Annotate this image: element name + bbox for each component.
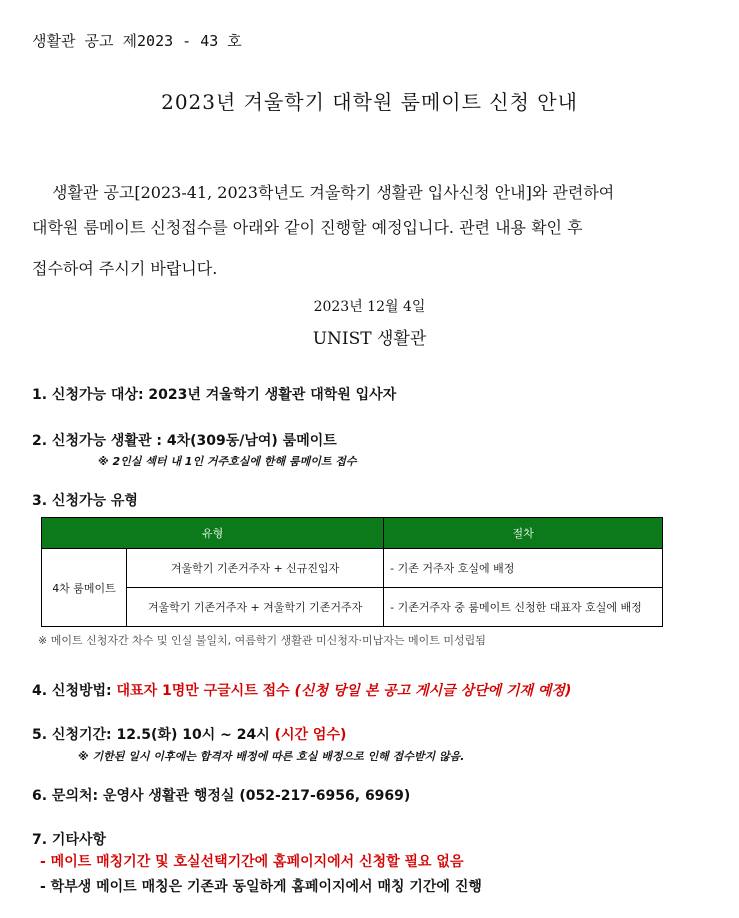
- table-header-type: 유형: [42, 518, 384, 549]
- notice-date: 2023년 12월 4일: [313, 299, 426, 315]
- section-4-label: 4. 신청방법:: [32, 683, 117, 699]
- section-7-item: - 학부생 메이트 매칭은 기존과 동일하게 홈페이지에서 매칭 기간에 진행: [40, 879, 482, 895]
- type-table: [41, 517, 663, 627]
- section-2: 2. 신청가능 생활관 : 4차(309동/남여) 룸메이트: [32, 433, 337, 449]
- table-type-cell: 겨울학기 기존거주자 + 신규진입자: [127, 549, 384, 588]
- section-7: 7. 기타사항: [32, 832, 107, 848]
- section-4-method: 대표자 1명만 구글시트 접수: [116, 683, 295, 699]
- section-6: 6. 문의처: 운영사 생활관 행정실 (052-217-6956, 6969): [32, 788, 411, 804]
- table-group-cell: 4차 룸메이트: [42, 549, 127, 627]
- table-header-procedure: 절차: [384, 518, 663, 549]
- section-3: 3. 신청가능 유형: [32, 493, 138, 509]
- issuer: UNIST 생활관: [312, 329, 427, 349]
- table-row: [42, 588, 663, 627]
- table-row: [42, 549, 663, 588]
- intro-line-3: 접수하여 주시기 바랍니다.: [32, 259, 218, 278]
- table-procedure-cell: - 기존 거주자 호실에 배정: [384, 549, 663, 588]
- section-5-label: 5. 신청기간: 12.5(화) 10시 ~ 24시: [32, 727, 275, 743]
- section-1: 1. 신청가능 대상: 2023년 겨울학기 생활관 대학원 입사자: [32, 387, 397, 403]
- section-7-item: - 메이트 매칭기간 및 호실선택기간에 홈페이지에서 신청할 필요 없음: [40, 854, 464, 870]
- section-4-remark: (신청 당일 본 공고 게시글 상단에 기재 예정): [294, 683, 572, 699]
- section-5-note: ※ 기한된 일시 이후에는 합격자 배정에 따른 호실 배정으로 인해 접수받지 않음.: [78, 750, 465, 763]
- table-procedure-cell: - 기존거주자 중 룸메이트 신청한 대표자 호실에 배정: [384, 588, 663, 627]
- notice-number: 생활관 공고 제2023 - 43 호: [32, 32, 242, 50]
- table-footnote: ※ 메이트 신청자간 차수 및 인실 불일치, 여름학기 생활관 미신청자·미납자는 메이트 미성립됨: [38, 634, 486, 647]
- intro-line-1: 생활관 공고[2023-41, 2023학년도 겨울학기 생활관 입사신청 안내]와 관련하여: [52, 183, 615, 202]
- section-5-remark: (시간 엄수): [274, 727, 347, 743]
- section-2-note: ※ 2인실 섹터 내 1인 거주호실에 한해 룸메이트 접수: [98, 455, 357, 468]
- intro-line-2: 대학원 룸메이트 신청접수를 아래와 같이 진행할 예정입니다. 관련 내용 확인 후: [32, 218, 583, 237]
- section-5: [32, 724, 346, 744]
- table-type-cell: 겨울학기 기존거주자 + 겨울학기 기존거주자: [127, 588, 384, 627]
- page-title: 2023년 겨울학기 대학원 룸메이트 신청 안내: [161, 90, 578, 114]
- section-4: [32, 680, 571, 700]
